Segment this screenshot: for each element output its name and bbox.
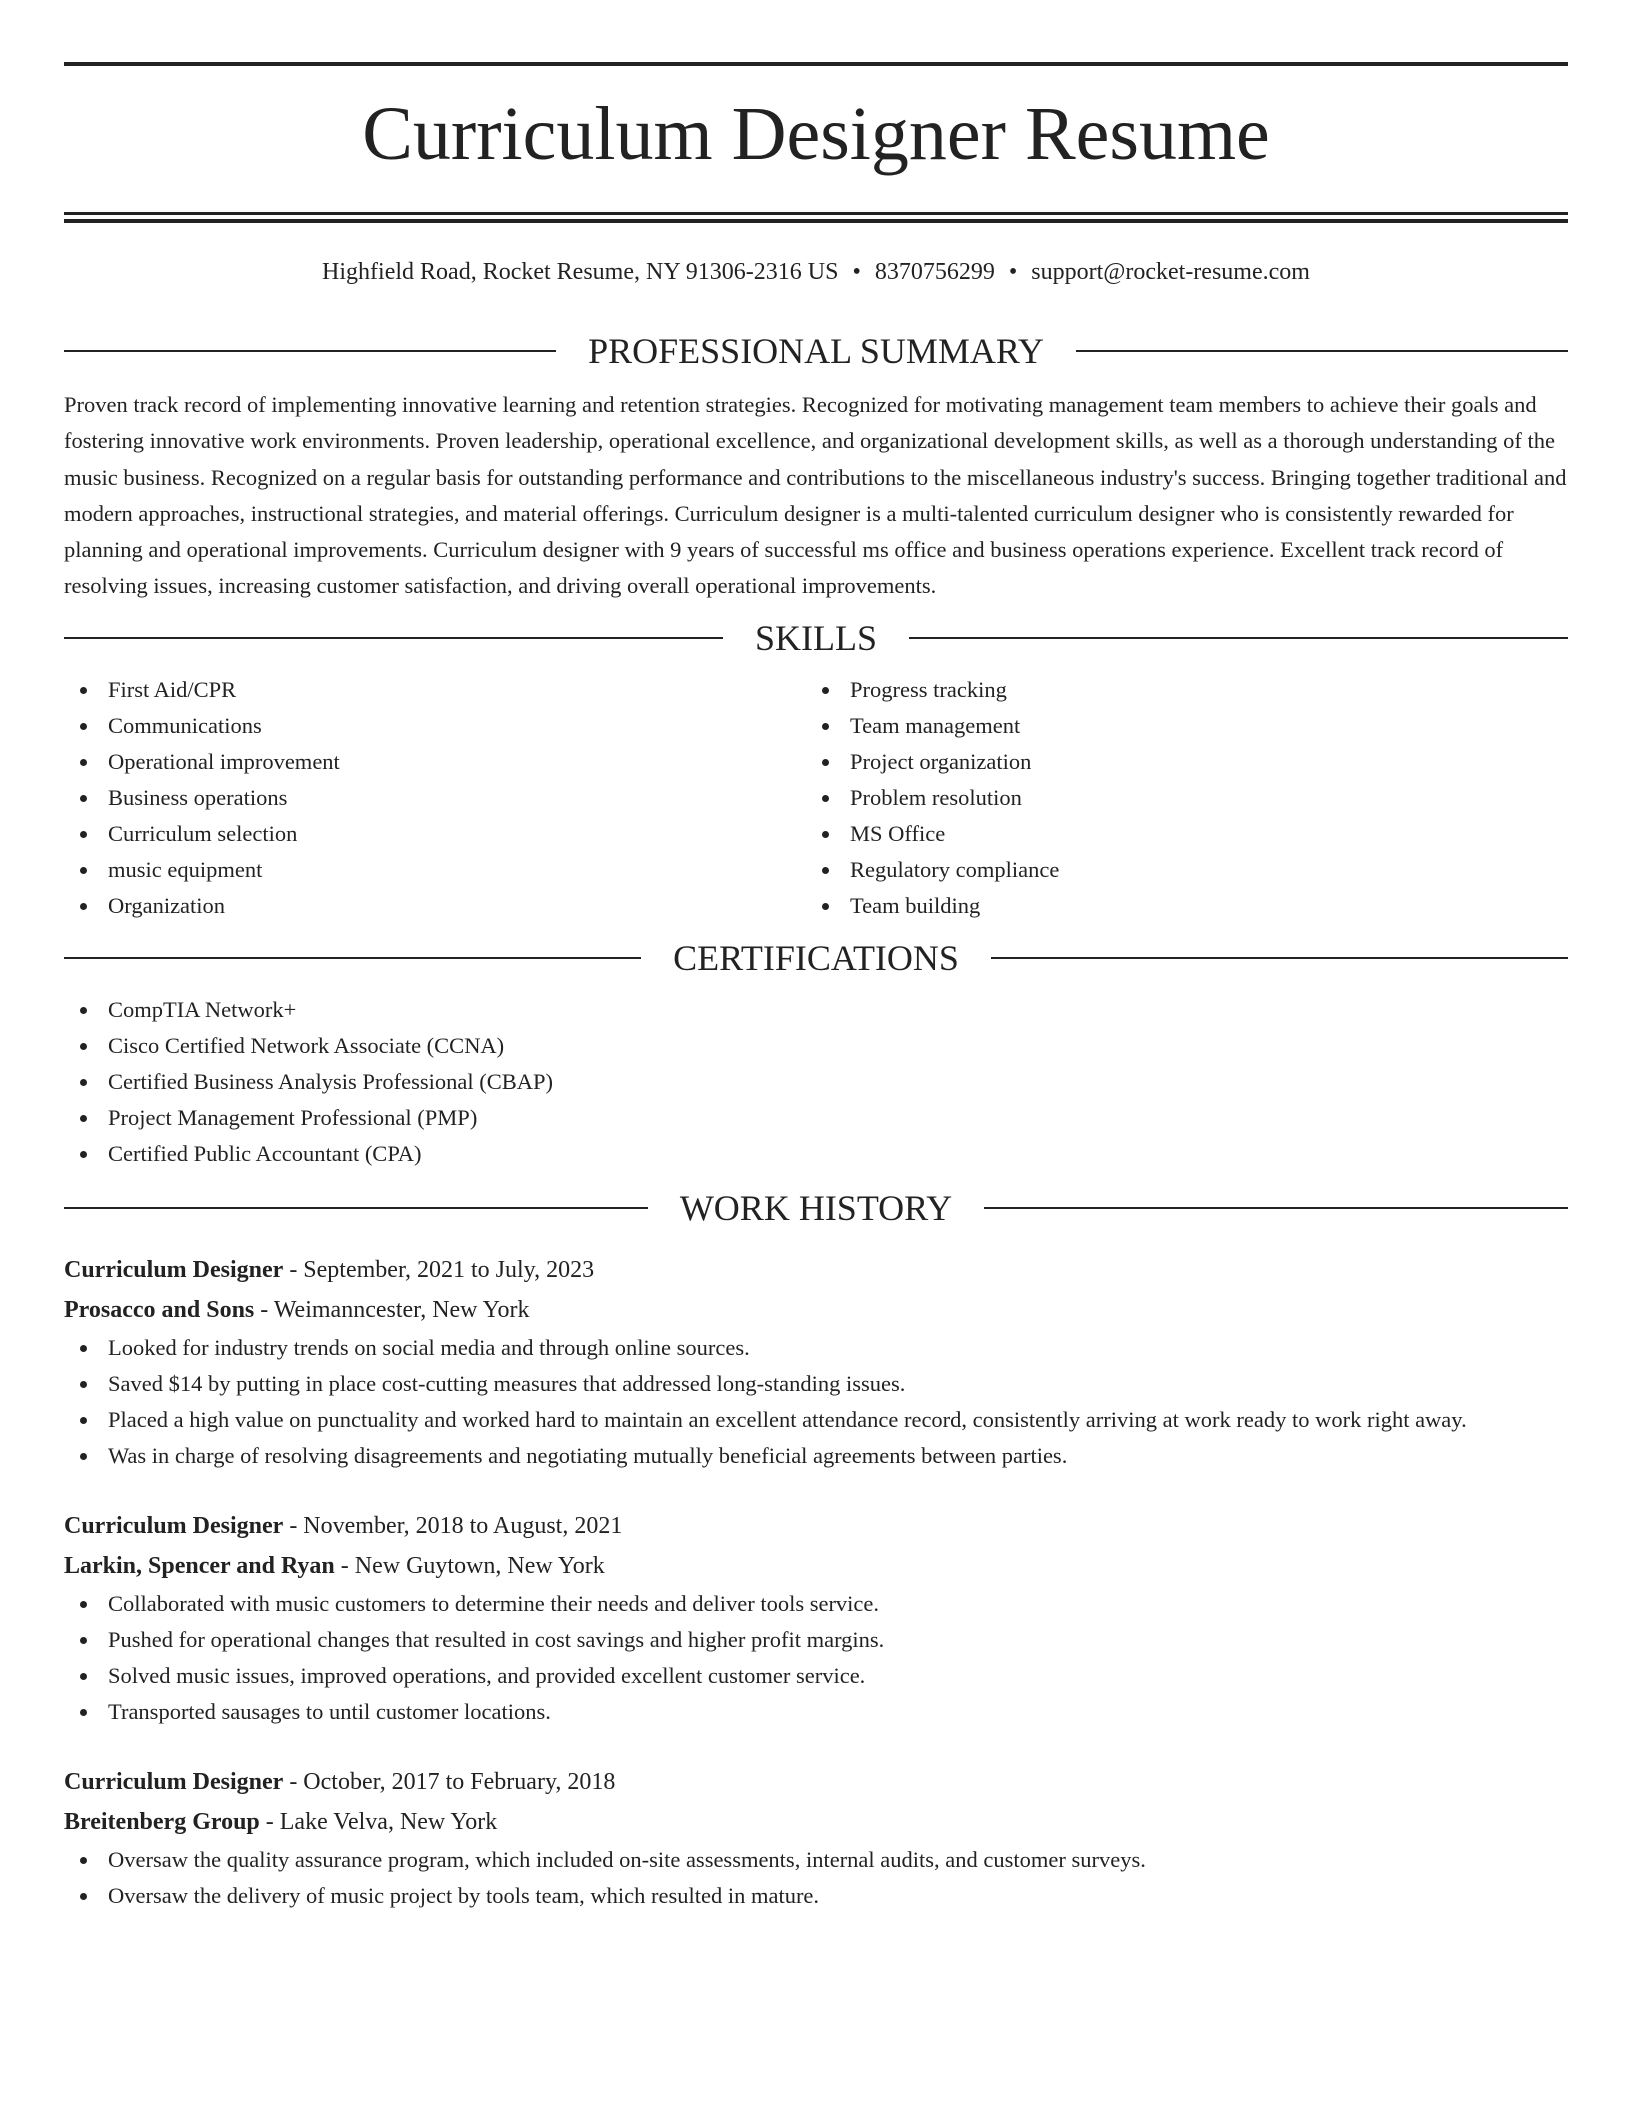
job-entry (64, 1250, 1568, 1474)
list-item: Project Management Professional (PMP) (64, 1100, 1568, 1136)
job-company-line (64, 1290, 1568, 1330)
list-item: music equipment (64, 852, 806, 888)
contact-address: Highfield Road, Rocket Resume, NY 91306-2316 US (322, 259, 839, 285)
list-item: Looked for industry trends on social media and through online sources. (64, 1330, 1568, 1366)
list-item: Project organization (806, 744, 1548, 780)
job-dates: - November, 2018 to August, 2021 (283, 1512, 623, 1539)
job-bullets (64, 1586, 1568, 1730)
section-heading-certifications (64, 938, 1568, 978)
job-company: Breitenberg Group (64, 1808, 260, 1835)
list-item: Pushed for operational changes that resulted in cost savings and higher profit margins. (64, 1622, 1568, 1658)
heading-rule (1076, 350, 1568, 352)
list-item: Business operations (64, 780, 806, 816)
section-title: PROFESSIONAL SUMMARY (588, 331, 1044, 371)
job-title-line (64, 1250, 1568, 1290)
job-company-line (64, 1802, 1568, 1842)
skills-column-left (64, 672, 806, 924)
list-item: First Aid/CPR (64, 672, 806, 708)
section-heading-skills (64, 618, 1568, 658)
heading-rule (909, 637, 1568, 639)
job-location: - Weimanncester, New York (254, 1296, 530, 1323)
job-title-line (64, 1762, 1568, 1802)
heading-rule (64, 957, 641, 959)
list-item: Transported sausages to until customer locations. (64, 1694, 1568, 1730)
job-title: Curriculum Designer (64, 1512, 284, 1539)
list-item: Collaborated with music customers to determine their needs and deliver tools service. (64, 1586, 1568, 1622)
section-heading-work-history (64, 1188, 1568, 1228)
job-company-line (64, 1546, 1568, 1586)
summary-text: Proven track record of implementing innovative learning and retention strategies. Recognized for motivating management team members to achieve their goals and fostering innovative work environments. Proven leadership, operational excellence, and organizational development skills, as well as a thorough understanding of the music business. Recognized on a regular basis for outstanding performance and contributions to the miscellaneous industry's success. Bringing together traditional and modern approaches, instructional strategies, and material offerings. Curriculum designer is a multi-talented curriculum designer who is consistently rewarded for planning and operational improvements. Curriculum designer with 9 years of successful ms office and business operations experience. Excellent track record of resolving issues, increasing customer satisfaction, and driving overall operational improvements. (64, 392, 1567, 599)
list-item: Saved $14 by putting in place cost-cutting measures that addressed long-standing issues. (64, 1366, 1568, 1402)
skills-column-right (806, 672, 1548, 924)
heading-rule (64, 350, 556, 352)
job-company: Larkin, Spencer and Ryan (64, 1552, 335, 1579)
job-location: - Lake Velva, New York (259, 1808, 498, 1835)
list-item: Regulatory compliance (806, 852, 1548, 888)
list-item: Operational improvement (64, 744, 806, 780)
heading-rule (64, 1207, 648, 1209)
list-item: Oversaw the delivery of music project by tools team, which resulted in mature. (64, 1878, 1568, 1914)
work-history-list (64, 1250, 1568, 1914)
list-item: Certified Business Analysis Professional (CBAP) (64, 1064, 1568, 1100)
title-double-rule (64, 212, 1568, 223)
list-item: Oversaw the quality assurance program, which included on-site assessments, internal audits, and customer surveys. (64, 1842, 1568, 1878)
section-title: WORK HISTORY (679, 1187, 953, 1228)
heading-rule (984, 1207, 1568, 1209)
job-title-line (64, 1506, 1568, 1546)
job-bullets (64, 1842, 1568, 1914)
contact-separator: • (852, 259, 861, 285)
job-dates: - October, 2017 to February, 2018 (283, 1768, 616, 1795)
list-item: Problem resolution (806, 780, 1548, 816)
list-item: Team management (806, 708, 1548, 744)
job-title: Curriculum Designer (64, 1768, 284, 1795)
list-item: Curriculum selection (64, 816, 806, 852)
heading-rule (64, 637, 723, 639)
list-item: Cisco Certified Network Associate (CCNA) (64, 1028, 1568, 1064)
resume-page (64, 62, 1568, 1914)
job-entry (64, 1762, 1568, 1914)
list-item: Certified Public Accountant (CPA) (64, 1136, 1568, 1172)
list-item: MS Office (806, 816, 1548, 852)
list-item: Solved music issues, improved operations, and provided excellent customer service. (64, 1658, 1568, 1694)
contact-phone: 8370756299 (874, 259, 995, 285)
contact-separator: • (1008, 259, 1018, 285)
top-rule (64, 62, 1568, 66)
list-item: Progress tracking (806, 672, 1548, 708)
list-item: Placed a high value on punctuality and worked hard to maintain an excellent attendance record, consistently arriving at work ready to work right away. (64, 1402, 1568, 1438)
job-location: - New Guytown, New York (334, 1552, 605, 1579)
skills-list (64, 672, 1568, 924)
list-item: Organization (64, 888, 806, 924)
list-item: Was in charge of resolving disagreements and negotiating mutually beneficial agreements between parties. (64, 1438, 1568, 1474)
section-heading-summary (64, 331, 1568, 371)
list-item: CompTIA Network+ (64, 992, 1568, 1028)
job-company: Prosacco and Sons (64, 1296, 255, 1323)
job-dates: - September, 2021 to July, 2023 (283, 1256, 595, 1283)
certifications-list (64, 992, 1568, 1172)
job-bullets (64, 1330, 1568, 1474)
contact-email: support@rocket-resume.com (1031, 259, 1310, 285)
section-title: SKILLS (755, 617, 878, 658)
page-title: Curriculum Designer Resume (362, 92, 1270, 176)
job-title: Curriculum Designer (64, 1256, 284, 1283)
heading-rule (991, 957, 1568, 959)
contact-line (64, 257, 1568, 287)
section-title: CERTIFICATIONS (673, 937, 959, 978)
list-item: Team building (806, 888, 1548, 924)
list-item: Communications (64, 708, 806, 744)
job-entry (64, 1506, 1568, 1730)
